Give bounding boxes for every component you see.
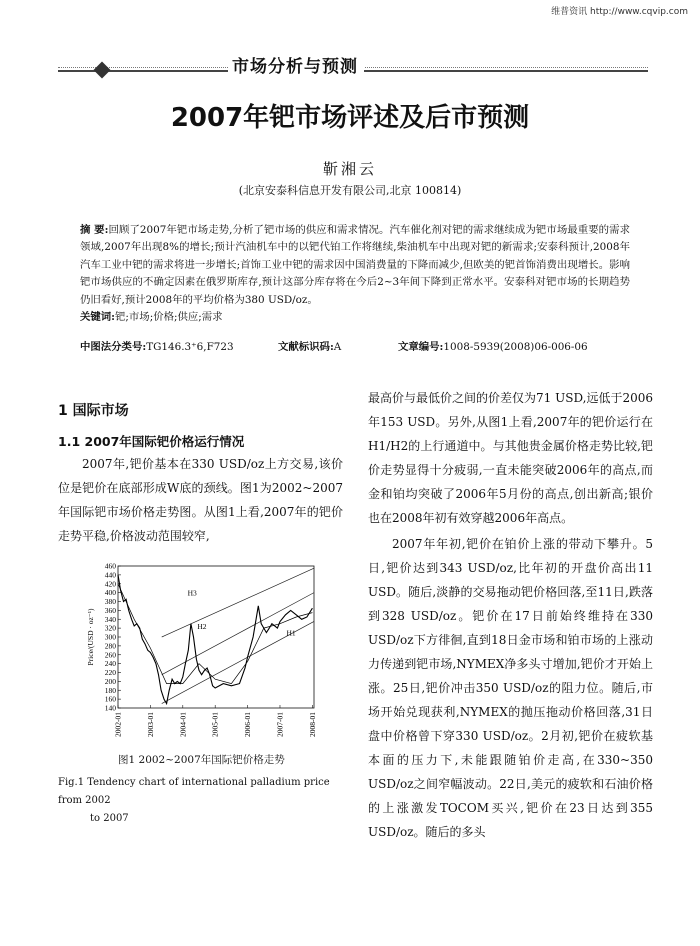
y-tick-label: 140 (104, 703, 116, 713)
figure-caption-en (58, 774, 343, 828)
y-tick-label: 260 (104, 650, 116, 660)
clc-value: TG146.3⁺6,F723 (146, 341, 234, 353)
abstract (80, 222, 630, 326)
x-tick-label: 2006-01 (243, 712, 253, 737)
diamond-icon (94, 62, 111, 79)
section-heading-1-1: 1.1 2007年国际钯价格运行情况 (58, 434, 245, 449)
right-column-paragraph-2: 2007年年初,钯价在铂价上涨的带动下攀升。5日,钯价达到343 USD/oz,比年初的开盘价高出11 USD。随后,淡静的交易拖动钯价格回落,至11日,跌落到328 USD/oz。钯价在17日前始终维持在330 USD/oz下方徘徊,直到18日金市场和铂市场的上涨动力传递到钯市场,NYMEX净多头寸增加,钯价才开始上涨。25日,钯价冲击350 USD/oz的阻力位。随后,市场开始兑现获利,NYMEX的抛压拖动价格回落,31日盘中价格曾下穿330 USD/oz。2月初,钯价在疲软基本面的压力下,未能跟随铂价走高,在330~350 USD/oz之间窄幅波动。22日,美元的疲软和石油价格的上涨激发TOCOM买兴,钯价在23日达到355 USD/oz。随后的多头 (368, 537, 653, 839)
author: 靳湘云 (322, 160, 377, 178)
y-tick-label: 180 (104, 685, 116, 695)
article-title: 2007年钯市场评述及后市预测 (170, 103, 530, 133)
figure-caption-en-line2: to 2007 (90, 813, 129, 824)
y-tick-label: 200 (104, 676, 116, 686)
y-tick-label: 420 (104, 579, 116, 589)
x-tick-label: 2005-01 (210, 712, 220, 737)
x-tick-label: 2003-01 (145, 712, 155, 737)
y-tick-label: 160 (104, 694, 116, 704)
price-series-line (118, 575, 312, 704)
channel-line (162, 568, 314, 637)
affiliation: (北京安泰科信息开发有限公司,北京 100814) (238, 184, 462, 197)
channel-label: H3 (187, 588, 197, 598)
y-tick-label: 460 (104, 561, 116, 571)
y-tick-label: 440 (104, 570, 116, 580)
x-tick-label: 2004-01 (178, 712, 188, 737)
keywords-label: 关键词: (80, 311, 116, 324)
palladium-price-chart (84, 560, 320, 750)
figure-caption-cn: 图1 2002~2007年国际钯价格走势 (118, 754, 285, 766)
y-tick-label: 360 (104, 605, 116, 615)
left-column-paragraph: 2007年,钯价基本在330 USD/oz上方交易,该价位是钯价在底部形成W底的颈线。图1为2002~2007年国际钯市场价格走势图。从图1上看,2007年的钯价走势平稳,价格波动范围较窄, (58, 457, 343, 543)
section-heading-1: 1 国际市场 (58, 403, 129, 419)
watermark: 维普资讯 http://www.cqvip.com (551, 7, 688, 17)
x-tick-label: 2002-01 (113, 712, 123, 737)
right-column-paragraph-1: 最高价与最低价之间的价差仅为71 USD,远低于2006年153 USD。另外,从图1上看,2007年的钯价运行在H1/H2的上行通道中。与其他贵金属价格走势比较,钯价走势显得十分疲弱,一直未能突破2006年的高点,而金和铂均突破了2006年5月份的高点,创出新高;银价也在2008年初有效穿越2006年高点。 (368, 391, 653, 525)
x-tick-label: 2007-01 (275, 712, 285, 737)
abstract-label: 摘 要: (80, 224, 109, 236)
y-tick-label: 280 (104, 641, 116, 651)
y-tick-label: 320 (104, 623, 116, 633)
moving-average-line (118, 584, 312, 684)
y-tick-label: 240 (104, 659, 116, 669)
y-tick-label: 300 (104, 632, 116, 642)
channel-label: H2 (197, 622, 207, 632)
y-tick-label: 220 (104, 668, 116, 677)
figure-caption-en-line1: Fig.1 Tendency chart of international palladium price from 2002 (58, 777, 330, 806)
y-axis-label: Price/(USD · oz⁻¹) (86, 608, 95, 666)
section-banner: 市场分析与预测 (232, 57, 358, 77)
y-tick-label: 400 (104, 588, 116, 598)
y-tick-label: 380 (104, 597, 116, 606)
article-no-value: 1008-5939(2008)06-006-06 (443, 341, 588, 353)
abstract-text: 回顾了2007年钯市场走势,分析了钯市场的供应和需求情况。汽车催化剂对钯的需求继续成为钯市场最重要的需求领域,2007年出现8%的增长;预计汽油机车中的以钯代铂工作将继续,柴油机车中出现对钯的新需求;安泰科预计,2008年汽车工业中钯的需求将进一步增长;首饰工业中钯的需求因中国消费量的下降而减少,但欧美的钯首饰消费出现增长。影响钯市场供应的不确定因素在俄罗斯库存,预计这部分库存将在今后2~3年间下降到正常水平。安泰科对钯市场的长期趋势仍旧看好,预计2008年的平均价格为380 USD/oz。 (80, 224, 630, 306)
channel-label: H1 (286, 628, 296, 638)
clc-label: 中图法分类号: (80, 341, 147, 353)
x-tick-label: 2008-01 (307, 712, 317, 737)
keywords-text: 钯;市场;价格;供应;需求 (115, 311, 223, 324)
y-tick-label: 340 (104, 614, 116, 624)
doc-code-label: 文献标识码: (278, 341, 334, 353)
article-no-label: 文章编号: (398, 341, 444, 353)
doc-code-value: A (333, 341, 342, 353)
